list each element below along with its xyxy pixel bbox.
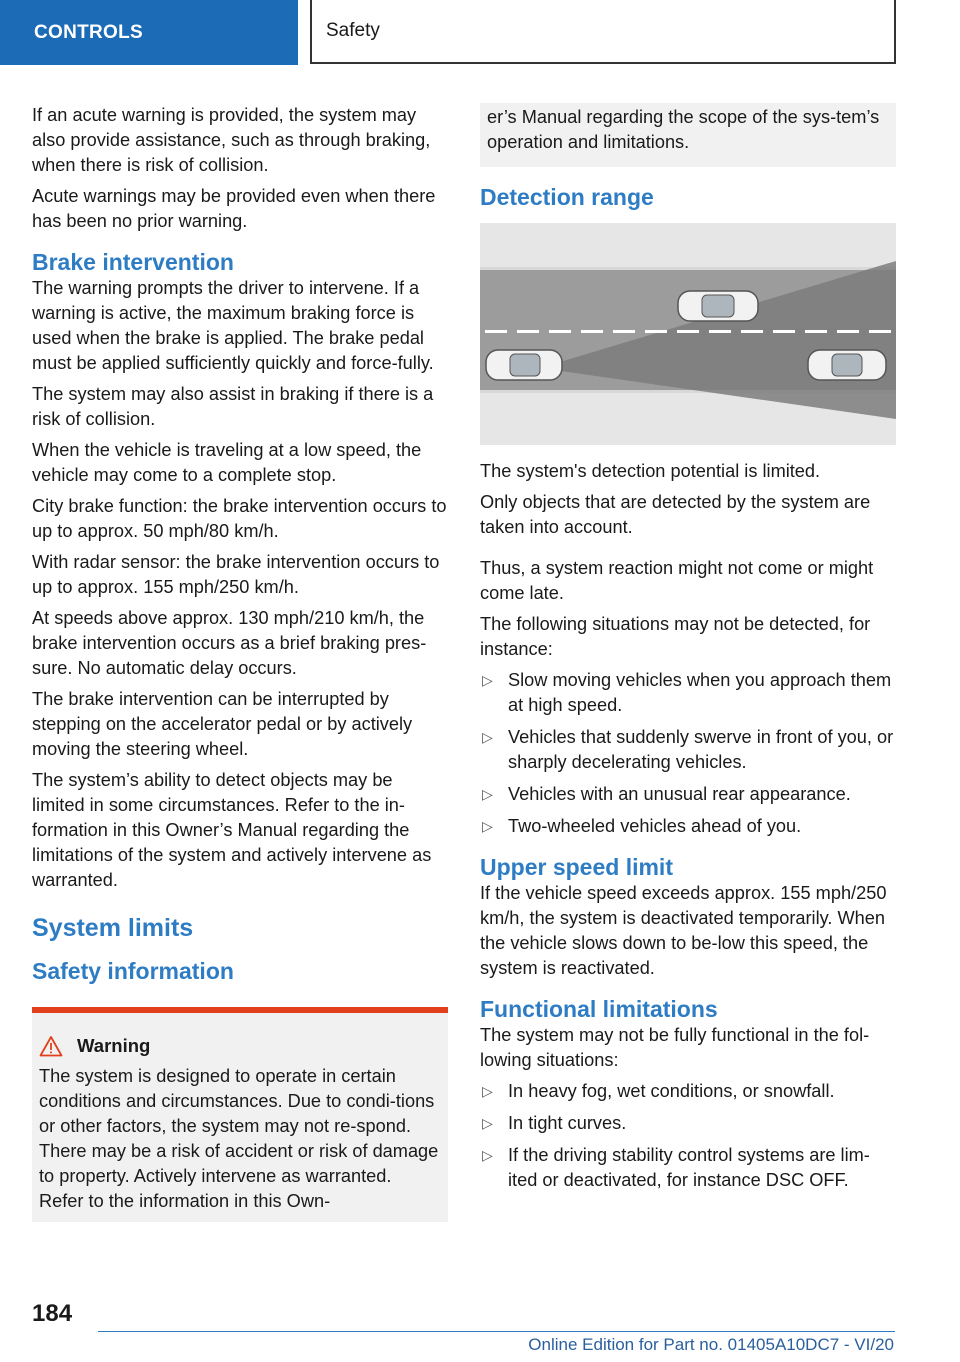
- functional-limits-list: [480, 1079, 896, 1193]
- triangle-bullet-icon: ▷: [482, 786, 493, 802]
- edition-footer: Online Edition for Part no. 01405A10DC7 - VI/20: [528, 1335, 894, 1354]
- paragraph: City brake function: the brake intervention occurs to up to approx. 50 mph/80 km/h.: [32, 496, 447, 541]
- safety-information-heading: Safety information: [32, 958, 234, 984]
- warning-label: Warning: [77, 1035, 151, 1056]
- triangle-bullet-icon: ▷: [482, 1147, 493, 1163]
- list-item: ▷ If the driving stability control systems are lim-ited or deactivated, for instance DSC OFF.: [482, 1145, 870, 1190]
- brake-intervention-heading: Brake intervention: [32, 249, 234, 275]
- detection-range-heading: Detection range: [480, 184, 654, 210]
- paragraph: Acute warnings may be provided even when there has been no prior warning.: [32, 186, 436, 231]
- road-diagram: [480, 223, 896, 445]
- list-item: ▷ Vehicles that suddenly swerve in front of you, or sharply decelerating vehicles.: [482, 727, 894, 772]
- section-tab: [0, 0, 298, 65]
- paragraph: The warning prompts the driver to intervene. If a warning is active, the maximum braking force is used when the brake is applied. The brake pedal must be applied sufficiently quickly and force-fully.: [32, 278, 434, 373]
- list-item: ▷ In heavy fog, wet conditions, or snowfall.: [480, 1079, 896, 1104]
- paragraph: With radar sensor: the brake intervention occurs to up to approx. 155 mph/250 km/h.: [32, 552, 440, 597]
- paragraph: The system’s ability to detect objects may be limited in some circumstances. Refer to the in-formation in this Owner’s Manual regarding the limitations of the system and actively intervene as warranted.: [32, 770, 432, 890]
- list-item: ▷ Vehicles with an unusual rear appearance.: [480, 782, 896, 807]
- list-item: ▷ Two-wheeled vehicles ahead of you.: [480, 814, 896, 839]
- paragraph: The system may also assist in braking if there is a risk of collision.: [32, 384, 434, 429]
- right-column: [480, 103, 896, 1201]
- system-limits-heading: System limits: [32, 914, 194, 942]
- own-car-icon: [486, 350, 562, 380]
- triangle-bullet-icon: ▷: [482, 1115, 493, 1131]
- triangle-bullet-icon: ▷: [482, 1083, 493, 1099]
- upper-speed-limit-heading: Upper speed limit: [480, 854, 673, 880]
- warning-title: [39, 1033, 440, 1058]
- paragraph: When the vehicle is traveling at a low speed, the vehicle may come to a complete stop.: [32, 440, 422, 485]
- paragraph: The system's detection potential is limited.: [480, 461, 821, 481]
- vehicle-ahead-icon: [678, 291, 758, 321]
- triangle-bullet-icon: ▷: [482, 672, 493, 688]
- paragraph: Only objects that are detected by the system are taken into account.: [480, 492, 871, 537]
- warning-triangle-icon: [39, 1035, 63, 1057]
- warning-box-continued: [480, 103, 896, 167]
- vehicle-ahead-icon: [808, 350, 886, 380]
- paragraph: The brake intervention can be interrupted by stepping on the accelerator pedal or by actively moving the steering wheel.: [32, 689, 413, 759]
- paragraph: The system may not be fully functional in the fol-lowing situations:: [480, 1025, 870, 1070]
- paragraph: Thus, a system reaction might not come or might come late.: [480, 558, 874, 603]
- warning-text-continued: er’s Manual regarding the scope of the sys-tem’s operation and limitations.: [487, 107, 880, 152]
- page-number: 184: [32, 1300, 73, 1327]
- list-item: ▷ In tight curves.: [480, 1111, 896, 1136]
- paragraph: If the vehicle speed exceeds approx. 155 mph/250 km/h, the system is deactivated temporarily. When the vehicle slows down to be-low this speed, the system is reactivated.: [480, 883, 887, 978]
- triangle-bullet-icon: ▷: [482, 729, 493, 745]
- detection-limits-list: [480, 668, 896, 839]
- paragraph: The following situations may not be detected, for instance:: [480, 614, 871, 659]
- paragraph: At speeds above approx. 130 mph/210 km/h, the brake intervention occurs as a brief braking pres-sure. No automatic delay occurs.: [32, 608, 427, 678]
- topic-label: Safety: [326, 20, 380, 41]
- section-label: CONTROLS: [34, 22, 144, 43]
- warning-box: [32, 1007, 448, 1222]
- topic-tab: [310, 0, 896, 64]
- paragraph: If an acute warning is provided, the system may also provide assistance, such as through braking, when there is risk of collision.: [32, 105, 431, 175]
- triangle-bullet-icon: ▷: [482, 818, 493, 834]
- detection-range-illustration: [480, 223, 896, 445]
- left-column: [32, 103, 448, 1222]
- list-item: ▷ Slow moving vehicles when you approach them at high speed.: [482, 670, 892, 715]
- functional-limitations-heading: Functional limitations: [480, 996, 718, 1022]
- warning-text: The system is designed to operate in certain conditions and circumstances. Due to condi-tions or other factors, the system may not re-spond. There may be a risk of accident or risk of damage to property. Actively intervene as warranted. Refer to the information in this Own-: [39, 1066, 439, 1211]
